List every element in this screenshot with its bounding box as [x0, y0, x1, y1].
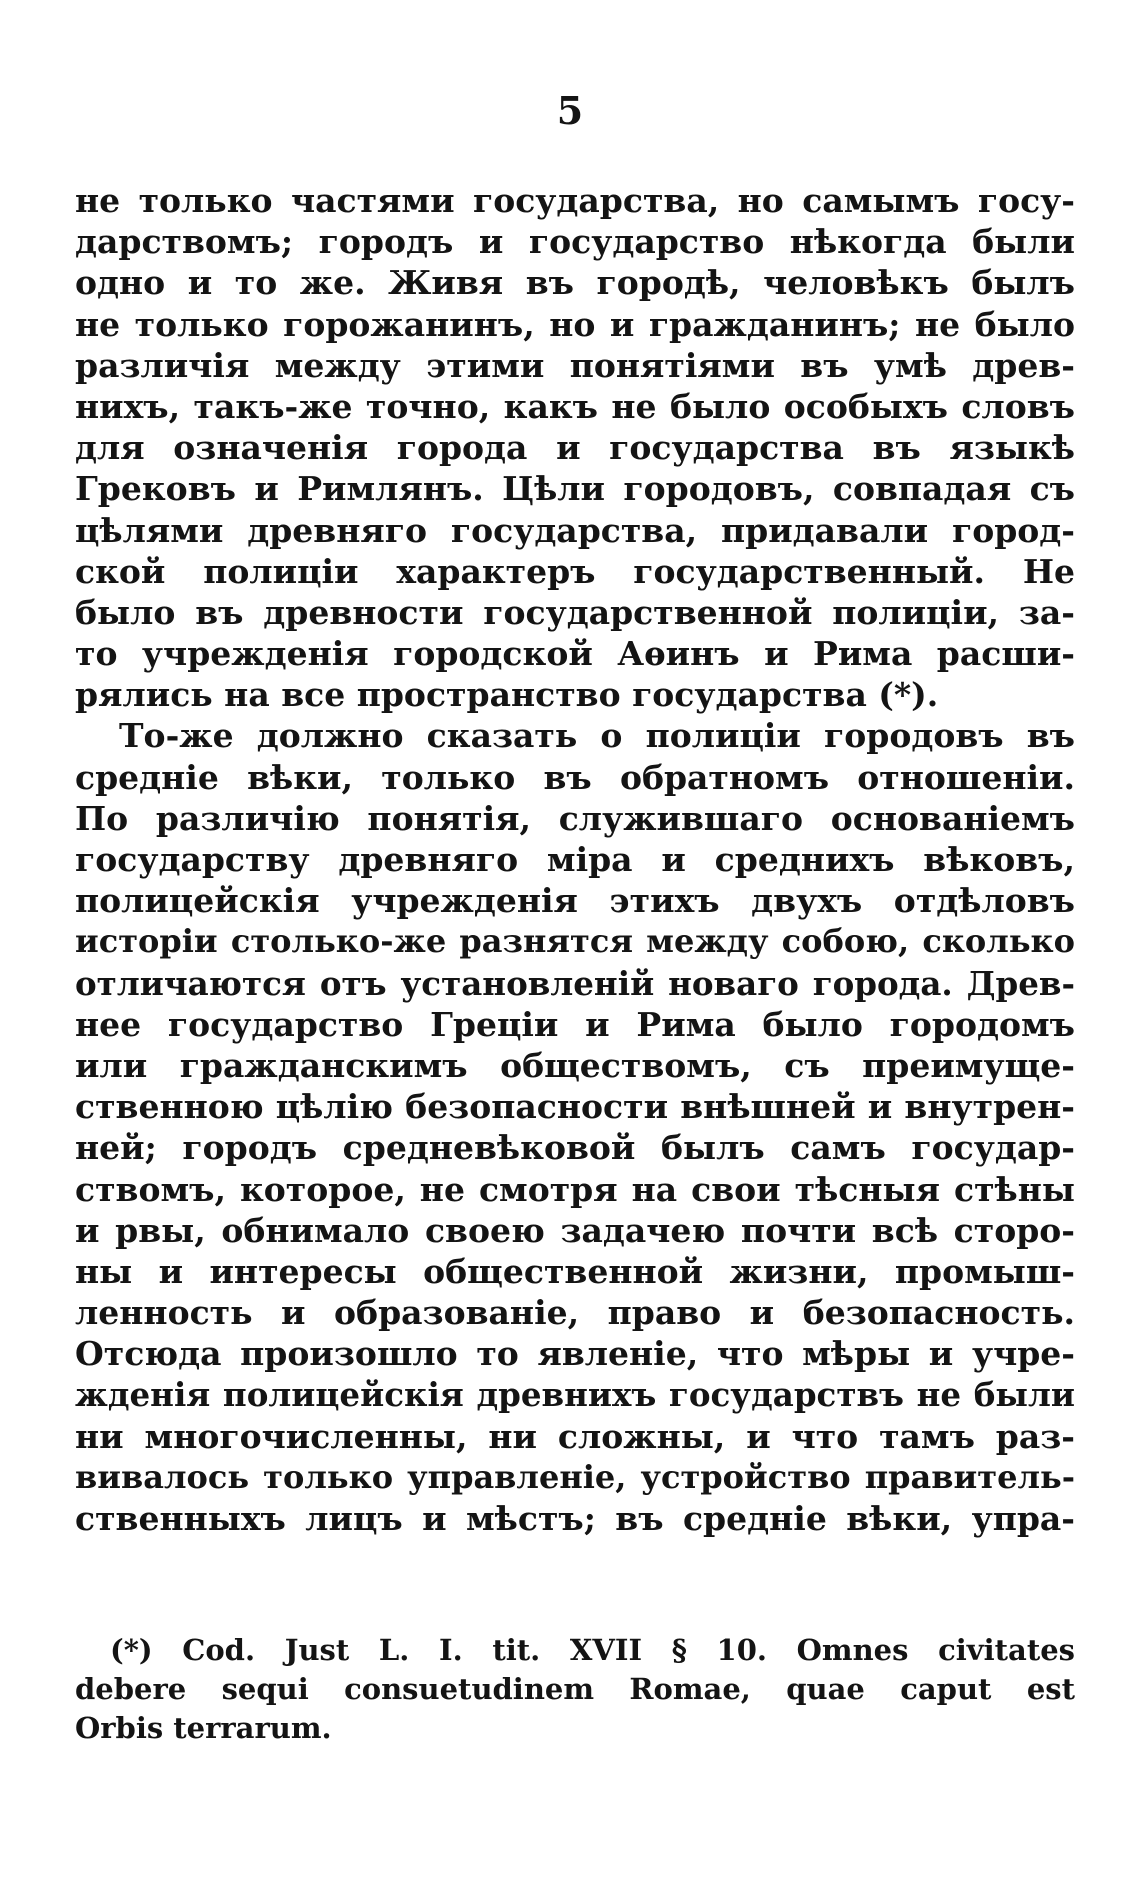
text-line: Грековъ и Римлянъ. Цѣли городовъ, совпадая съ	[75, 469, 1075, 509]
footnote-line: Orbis terrarum.	[75, 1711, 332, 1745]
text-line: средніе вѣки, только въ обратномъ отношеніи.	[75, 757, 1075, 797]
text-line: или гражданскимъ обществомъ, съ преимуще-	[75, 1045, 1075, 1085]
text-line: ней; городъ средневѣковой былъ самъ государ-	[75, 1128, 1075, 1168]
text-line: дарствомъ; городъ и государство нѣкогда были	[75, 222, 1075, 262]
text-line: не только частями государства, но самымъ госу-	[75, 181, 1075, 220]
text-line: то учрежденія городской Аѳинъ и Рима расши-	[75, 634, 1075, 674]
text-line: ственною цѣлію безопасности внѣшней и внутрен-	[75, 1087, 1075, 1127]
text-line: различія между этими понятіями въ умѣ древ-	[75, 345, 1075, 385]
text-line: полицейскія учрежденія этихъ двухъ отдѣловъ	[75, 881, 1075, 921]
text-line: ственныхъ лицъ и мѣстъ; въ средніе вѣки, упра-	[75, 1499, 1075, 1538]
text-line: ны и интересы общественной жизни, промыш-	[75, 1251, 1075, 1291]
text-line: рялись на все пространство государства (*).	[75, 675, 939, 715]
text-line: То-же должно сказать о полиціи городовъ въ	[119, 716, 1075, 756]
text-line: государству древняго міра и среднихъ вѣковъ,	[75, 840, 1075, 879]
text-line: и рвы, обнимало своею задачею почти всѣ сторо-	[75, 1210, 1075, 1250]
text-line: ствомъ, которое, не смотря на свои тѣсныя стѣны	[75, 1169, 1075, 1209]
text-line: нее государство Греціи и Рима было городомъ	[75, 1004, 1075, 1044]
text-line: отличаются отъ установленій новаго города. Древ-	[75, 963, 1075, 1003]
text-line: цѣлями древняго государства, придавали город-	[75, 510, 1075, 550]
text-line: По различію понятія, служившаго основаніемъ	[75, 798, 1075, 838]
text-line: ленность и образованіе, право и безопасность.	[75, 1293, 1075, 1333]
footnote-line: (*) Cod. Just L. I. tit. XVII § 10. Omnes civitates	[110, 1633, 1075, 1667]
paragraph-2	[75, 715, 1075, 1539]
text-line: ской полиціи характеръ государственный. Не	[75, 551, 1075, 591]
page-number: 5	[556, 88, 584, 133]
text-line: для означенія города и государства въ языкѣ	[75, 428, 1075, 468]
text-line: было въ древности государственной полиціи, за-	[75, 592, 1075, 632]
text-line: Отсюда произошло то явленіе, что мѣры и учре-	[75, 1334, 1075, 1374]
footnote	[75, 1631, 1075, 1748]
main-text	[75, 180, 1075, 1539]
footnote-line: debere sequi consuetudinem Romae, quae caput est	[75, 1672, 1075, 1706]
text-line: вивалось только управленіе, устройство правитель-	[75, 1457, 1075, 1496]
text-line: исторіи столько-же разнятся между собою, сколько	[75, 922, 1075, 961]
text-line: ни многочисленны, ни сложны, и что тамъ раз-	[75, 1416, 1075, 1456]
paragraph-1	[75, 180, 1075, 715]
text-line: одно и то же. Живя въ городѣ, человѣкъ былъ	[75, 263, 1075, 303]
text-line: нихъ, такъ-же точно, какъ не было особыхъ словъ	[75, 386, 1075, 426]
text-line: не только горожанинъ, но и гражданинъ; не было	[75, 304, 1075, 344]
text-line: жденія полицейскія древнихъ государствъ не были	[75, 1375, 1075, 1415]
